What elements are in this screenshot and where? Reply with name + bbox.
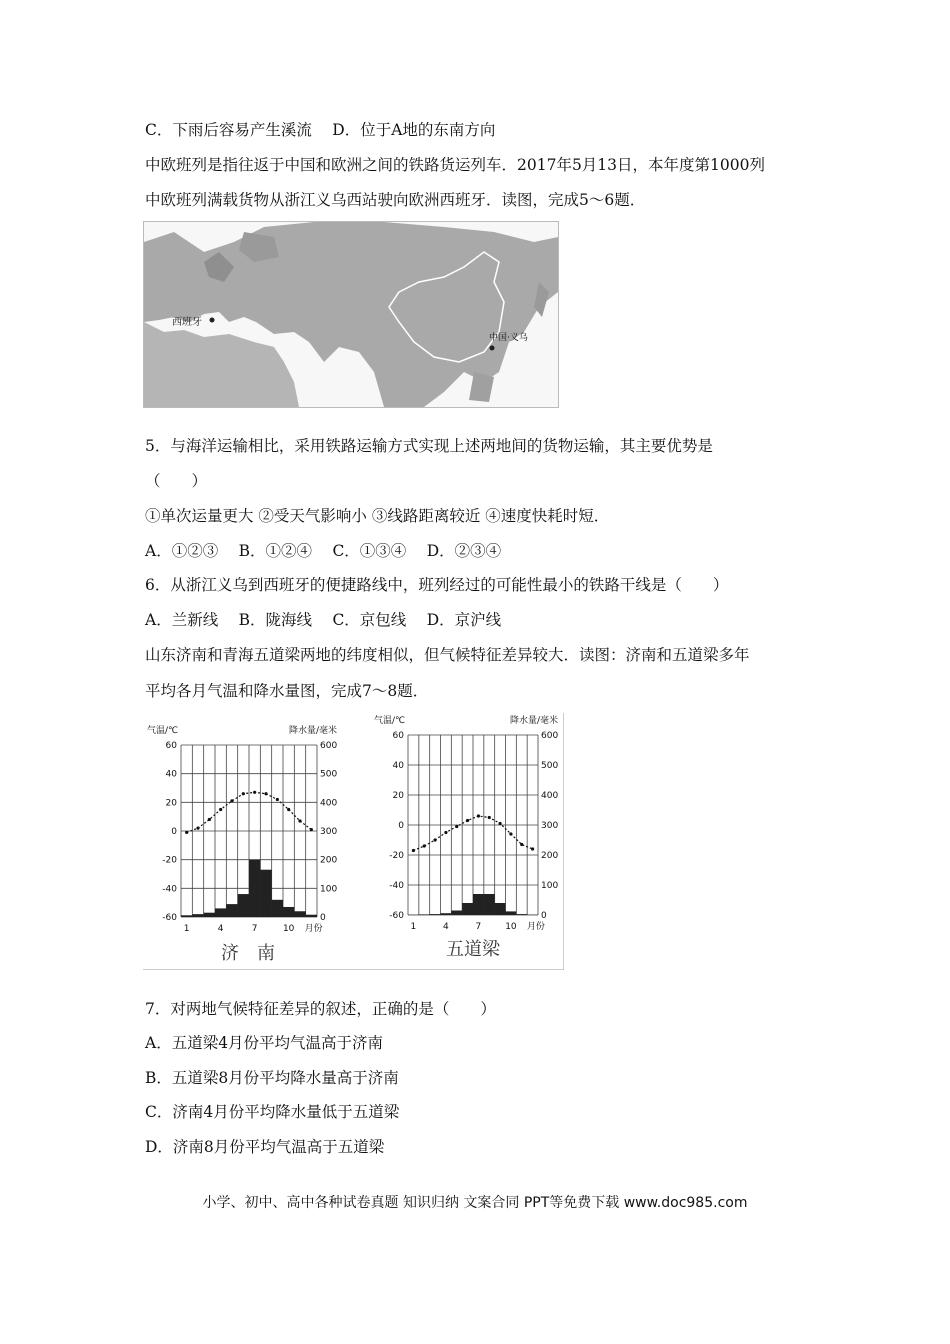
q5-brackets: （ ） (145, 472, 208, 490)
climate-charts-drawing (143, 713, 563, 969)
chart2-temp-tick: -60 (389, 911, 404, 921)
map-label-yiwu: 中国·义乌 (489, 333, 528, 343)
chart2-precip-tick: 100 (541, 881, 559, 891)
q6-stem: 6．从浙江义乌到西班牙的便捷路线中，班列经过的可能性最小的铁路干线是（ ） (145, 576, 729, 594)
chart1-precip-tick: 400 (320, 798, 338, 809)
chart1-precip-bar (283, 907, 294, 917)
q5-stem: 5．与海洋运输相比，采用铁路运输方式实现上述两地间的货物运输，其主要优势是 (145, 437, 713, 455)
chart1-precip-tick: 200 (320, 855, 338, 866)
chart1-temp-point (185, 831, 188, 834)
chart1-temp-point (298, 819, 301, 822)
chart1-month-tick: 1 (183, 924, 190, 934)
q7-option-d: D．济南8月份平均气温高于五道梁 (145, 1138, 385, 1156)
chart2-precip-tick: 400 (541, 791, 559, 801)
chart2-temp-point (412, 849, 415, 852)
chart2-month-tick: 4 (443, 922, 449, 932)
chart1-precip-axis-label: 降水量/毫米 (288, 726, 337, 736)
footer-text: 小学、初中、高中各种试卷真题 知识归纳 文案合同 PPT等免费下载 www.doc985.com (202, 1195, 748, 1211)
chart2-temp-point (455, 825, 458, 828)
chart1-temp-tick: -40 (162, 884, 177, 895)
chart2-precip-tick: 0 (541, 911, 547, 921)
chart1-precip-bar (294, 911, 305, 917)
chart1-temp-tick: -20 (162, 855, 177, 866)
chart1-precip-tick: 600 (320, 741, 338, 751)
chart2-precip-axis-label: 降水量/毫米 (509, 716, 558, 726)
q7-stem: 7．对两地气候特征差异的叙述，正确的是（ ） (145, 1000, 496, 1018)
chart2-precip-tick: 500 (541, 761, 559, 771)
chart2-precip-bar (462, 903, 473, 915)
chart2-temp-point (433, 838, 436, 841)
chart1-precip-tick: 300 (320, 827, 338, 837)
q5-options: A．①②③ B．①②④ C．①③④ D．②③④ (145, 542, 502, 560)
chart1-temp-point (310, 828, 313, 831)
chart2-month-tick: 7 (475, 922, 482, 932)
q7-option-c: C．济南4月份平均降水量低于五道梁 (145, 1103, 400, 1121)
chart1-precip-tick: 0 (320, 913, 326, 923)
chart1-month-tick: 10 (282, 924, 295, 934)
chart1-precip-bar (181, 915, 192, 917)
q5-items: ①单次运量更大 ②受天气影响小 ③线路距离较近 ④速度快耗时短． (145, 507, 610, 525)
chart1-temp-tick: 0 (171, 827, 177, 837)
chart1-temp-point (276, 798, 279, 801)
chart2-temp-point (509, 832, 512, 835)
eurasia-map (143, 221, 559, 408)
chart2-precip-bar (430, 914, 441, 915)
intro-rail-1: 中欧班列是指往返于中国和欧洲之间的铁路货运列车．2017年5月13日，本年度第1000列 (145, 156, 765, 174)
eurasia-map-drawing (144, 222, 558, 407)
chart2-precip-bar (506, 911, 517, 915)
chart1-precip-bar (215, 908, 226, 917)
chart1-month-tick: 4 (217, 924, 224, 934)
chart1-temp-tick: 60 (165, 741, 177, 751)
chart1-temp-tick: -60 (162, 913, 177, 923)
chart2-precip-bar (451, 911, 462, 916)
chart2-temp-tick: 40 (392, 761, 404, 771)
chart2-temp-point (498, 822, 501, 825)
map-label-spain: 西班牙 (172, 317, 202, 328)
chart1-temp-point (253, 791, 256, 794)
intro-rail-2: 中欧班列满载货物从浙江义乌西站驶向欧洲西班牙．读图，完成5～6题． (145, 191, 646, 209)
chart2-precip-tick: 300 (541, 821, 559, 831)
chart2-precip-bar (516, 914, 527, 915)
q6-options: A．兰新线 B．陇海线 C．京包线 D．京沪线 (145, 611, 502, 629)
chart2-temp-point (488, 816, 491, 819)
chart2-precip-bar (441, 913, 452, 915)
chart2-temp-point (531, 847, 534, 850)
chart2-temp-tick: 20 (392, 791, 404, 801)
chart1-precip-tick: 100 (320, 884, 338, 895)
chart2-precip-bar (495, 903, 506, 915)
chart2-month-tick: 10 (505, 922, 517, 932)
chart1-temp-tick: 20 (165, 798, 177, 809)
chart1-precip-bar (249, 860, 260, 917)
chart1-name: 济 南 (221, 943, 275, 964)
chart2-precip-bar (484, 894, 495, 915)
chart2-temp-tick: -20 (389, 851, 404, 861)
chart1-month-label: 月份 (304, 924, 323, 934)
chart1-precip-bar (204, 913, 215, 917)
chart2-precip-bar (419, 914, 430, 915)
chart2-temp-tick: -40 (389, 881, 404, 891)
chart2-temp-axis-label: 气温/℃ (374, 716, 406, 726)
chart2-temp-point (520, 843, 523, 846)
chart1-precip-tick: 500 (320, 769, 338, 780)
chart2-precip-tick: 200 (541, 851, 559, 861)
chart2-month-label: 月份 (526, 922, 545, 932)
chart2-name: 五道梁 (446, 939, 500, 960)
chart1-temp-point (230, 799, 233, 802)
chart1-temp-point (208, 818, 211, 821)
chart1-precip-bar (226, 904, 237, 917)
chart1-precip-bar (272, 900, 283, 917)
chart1-temp-point (196, 827, 199, 830)
chart1-temp-tick: 40 (165, 769, 177, 780)
climate-charts (143, 713, 564, 970)
chart1-temp-point (264, 792, 267, 795)
chart1-precip-bar (306, 915, 317, 917)
chart2-month-tick: 1 (410, 922, 417, 932)
chart2-temp-tick: 60 (392, 731, 404, 741)
chart2-temp-point (423, 844, 426, 847)
intro-climate-1: 山东济南和青海五道梁两地的纬度相似，但气候特征差异较大．读图：济南和五道梁多年 (145, 646, 750, 664)
chart1-precip-bar (238, 894, 249, 917)
q4-options: C．下雨后容易产生溪流 D．位于A地的东南方向 (145, 121, 496, 139)
chart2-temp-point (477, 814, 480, 817)
chart1-temp-point (219, 808, 222, 811)
intro-climate-2: 平均各月气温和降水量图，完成7～8题． (145, 682, 429, 700)
chart1-temp-point (242, 792, 245, 795)
chart2-temp-point (444, 831, 447, 834)
q7-option-b: B．五道梁8月份平均降水量高于济南 (145, 1069, 399, 1087)
chart1-precip-bar (260, 870, 271, 917)
q7-option-a: A．五道梁4月份平均气温高于济南 (145, 1034, 384, 1052)
chart1-month-tick: 7 (251, 924, 258, 934)
chart1-temp-point (287, 808, 290, 811)
chart2-precip-tick: 600 (541, 731, 559, 741)
chart2-temp-point (466, 819, 469, 822)
chart2-precip-bar (473, 894, 484, 915)
chart1-temp-axis-label: 气温/℃ (147, 726, 179, 736)
chart1-precip-bar (192, 914, 203, 917)
chart2-temp-tick: 0 (398, 821, 404, 831)
